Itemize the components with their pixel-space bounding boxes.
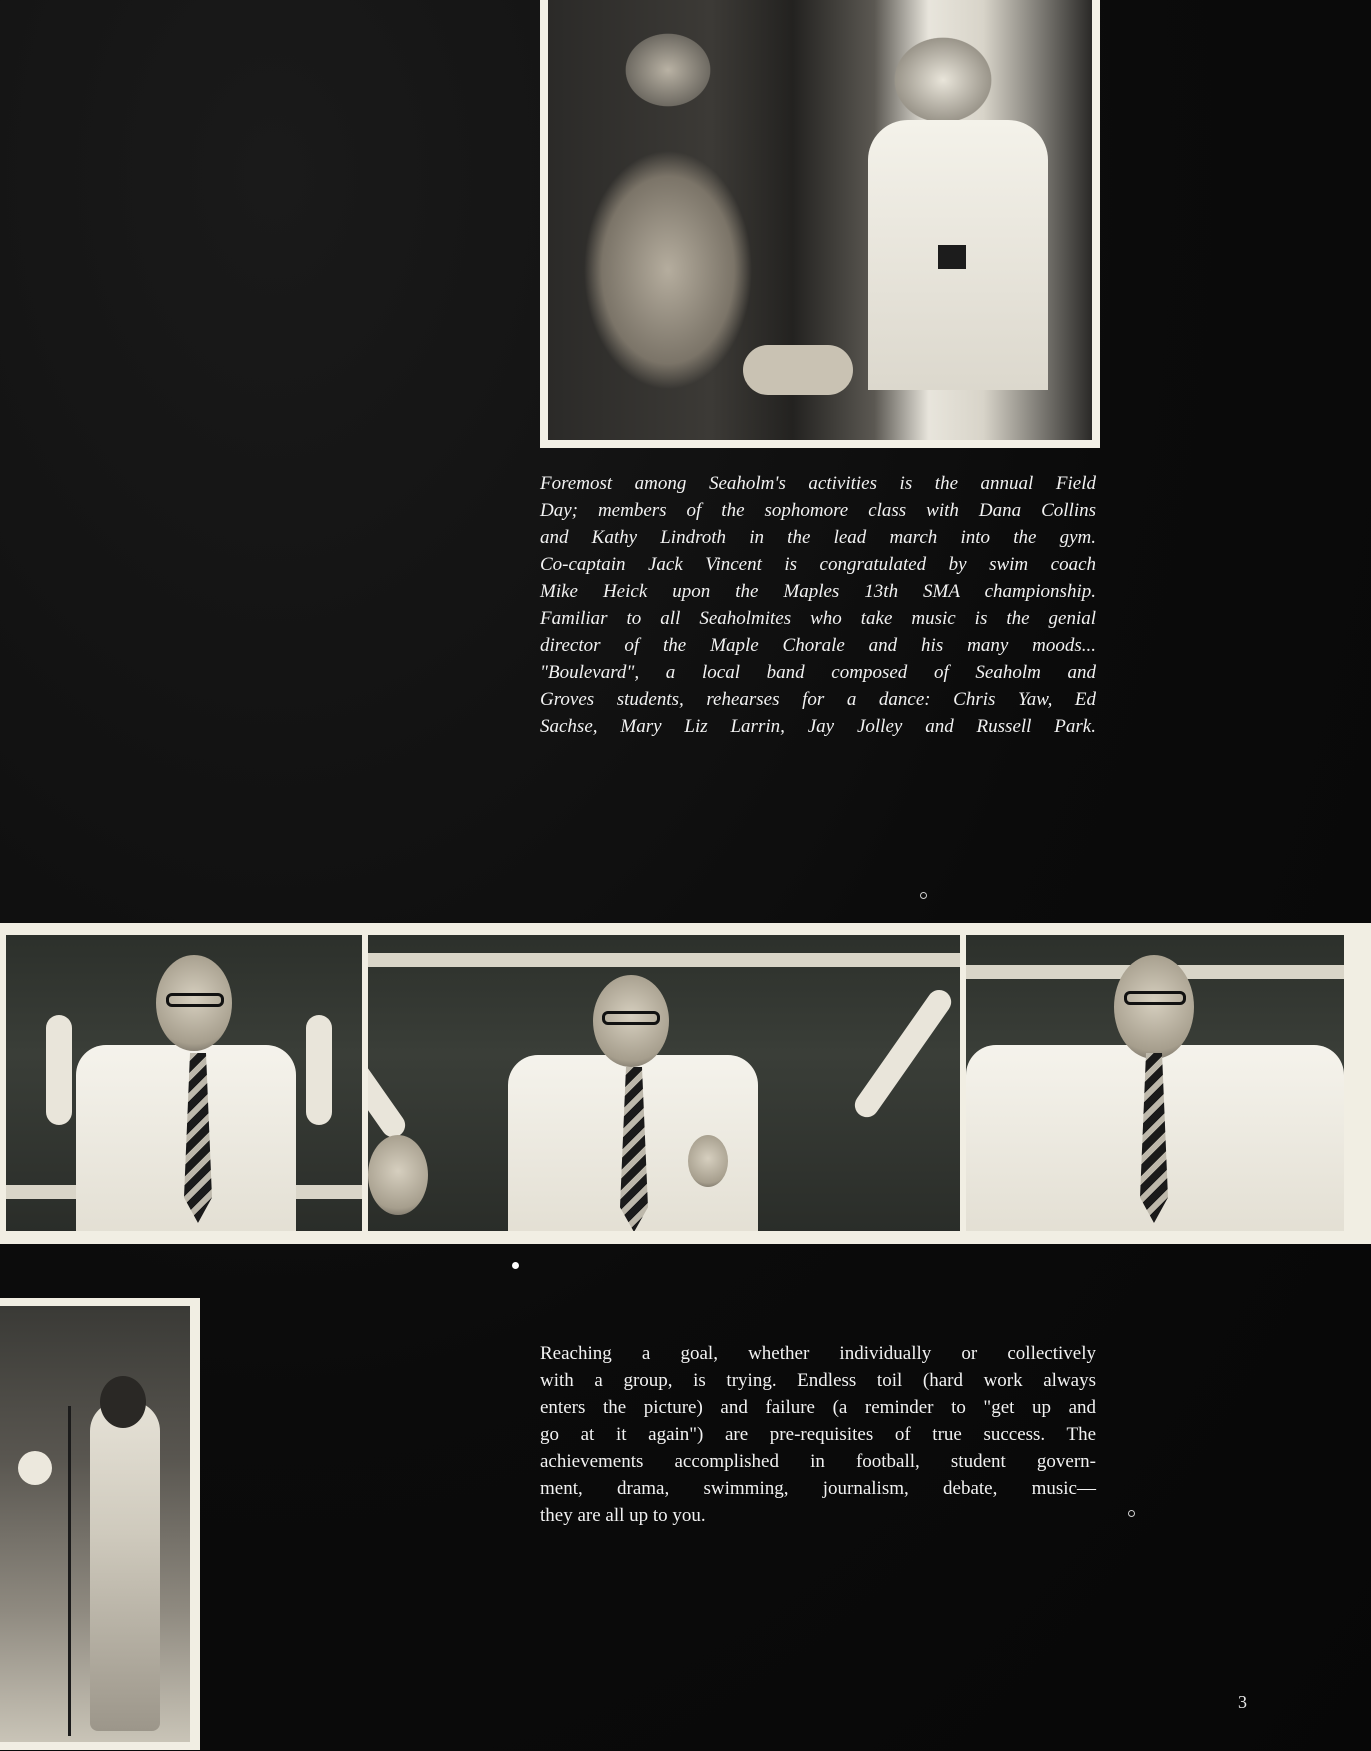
director-shirt bbox=[76, 1045, 296, 1231]
director-arm bbox=[46, 1015, 72, 1125]
caption-line: and Kathy Lindroth in the lead march into the gym. bbox=[540, 527, 1096, 548]
photo-band-boulevard bbox=[0, 1298, 200, 1750]
photo-image bbox=[0, 1306, 190, 1742]
caption-line: Sachse, Mary Liz Larrin, Jay Jolley and Russell Park. bbox=[540, 716, 1096, 737]
student-head bbox=[688, 1135, 728, 1187]
photo-strip-choral-director bbox=[0, 923, 1371, 1244]
chalkboard-ledge bbox=[368, 953, 960, 967]
photo-image bbox=[548, 0, 1092, 440]
caption-line: Co-captain Jack Vincent is congratulated by swim coach bbox=[540, 554, 1096, 575]
caption-line: go at it again") are pre-requisites of true success. The bbox=[540, 1424, 1096, 1445]
caption-line: ment, drama, swimming, journalism, debate, music— bbox=[540, 1478, 1096, 1499]
lamp bbox=[18, 1451, 52, 1485]
caption-line: Groves students, rehearses for a dance: Chris Yaw, Ed bbox=[540, 689, 1096, 710]
caption-line: with a group, is trying. Endless toil (hard work always bbox=[540, 1370, 1096, 1391]
photo-director-2 bbox=[368, 935, 960, 1231]
caption-line: they are all up to you. bbox=[540, 1505, 706, 1526]
guitarist bbox=[90, 1401, 160, 1731]
caption-line: Familiar to all Seaholmites who take music is the genial bbox=[540, 608, 1096, 629]
glasses bbox=[602, 1011, 660, 1025]
speck bbox=[512, 1262, 519, 1269]
speck bbox=[920, 892, 927, 899]
student-head bbox=[368, 1135, 428, 1215]
guitarist-head bbox=[100, 1376, 146, 1428]
handshake bbox=[743, 345, 853, 395]
page-number: 3 bbox=[1238, 1692, 1247, 1712]
caption-line: "Boulevard", a local band composed of Seaholm and bbox=[540, 662, 1096, 683]
caption-bottom bbox=[540, 1340, 1096, 1529]
caption-line: director of the Maple Chorale and his many moods... bbox=[540, 635, 1096, 656]
photo-director-3 bbox=[966, 935, 1344, 1231]
caption-line: Mike Heick upon the Maples 13th SMA championship. bbox=[540, 581, 1096, 602]
caption-line: Foremost among Seaholm's activities is the annual Field bbox=[540, 473, 1096, 494]
speck bbox=[1128, 1510, 1135, 1517]
caption-line: Day; members of the sophomore class with Dana Collins bbox=[540, 500, 1096, 521]
caption-line: Reaching a goal, whether individually or collectively bbox=[540, 1343, 1096, 1364]
caption-line: enters the picture) and failure (a reminder to "get up and bbox=[540, 1397, 1096, 1418]
glasses bbox=[166, 993, 224, 1007]
photo-director-1 bbox=[6, 935, 362, 1231]
microphone-stand bbox=[68, 1406, 71, 1736]
shirt-pocket bbox=[938, 245, 966, 269]
director-arm bbox=[306, 1015, 332, 1125]
caption-top bbox=[540, 470, 1096, 740]
photo-swim-coach-handshake bbox=[540, 0, 1100, 448]
glasses bbox=[1124, 991, 1186, 1005]
director-head bbox=[1114, 955, 1194, 1059]
caption-line: achievements accomplished in football, student govern- bbox=[540, 1451, 1096, 1472]
